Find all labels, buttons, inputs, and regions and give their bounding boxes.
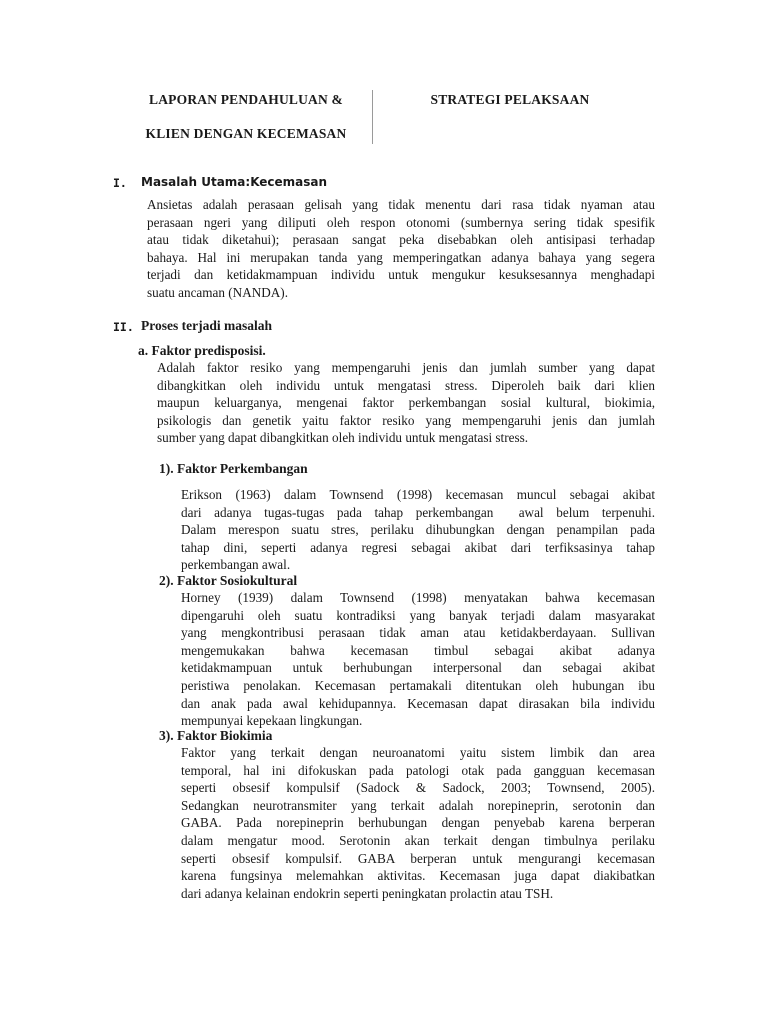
subsection-a-title: a. Faktor predisposisi. <box>138 343 266 358</box>
section-2-title: Proses terjadi masalah <box>141 318 272 333</box>
section-1-title: Masalah Utama:Kecemasan <box>141 175 328 189</box>
title-right: STRATEGI PELAKSAAN <box>430 92 590 107</box>
paragraph-line: atau tidak diketahui); perasaan sangat peka disebabkan oleh antisipasi terhadap <box>147 232 655 248</box>
paragraph-line: dari adanya kelainan endokrin seperti peningkatan prolactin atau TSH. <box>181 885 554 901</box>
paragraph-line: sumber yang dapat dibangkitkan oleh individu untuk mengatasi stress. <box>157 430 529 446</box>
factor-1-title: 1). Faktor Perkembangan <box>159 461 308 476</box>
factor-2-paragraph <box>181 589 655 730</box>
section-2-number: II. <box>113 320 134 334</box>
factor-3-paragraph <box>181 744 655 902</box>
paragraph-line: dalam mengatur mood. Serotonin akan terkait dengan timbulnya perilaku <box>181 832 655 848</box>
paragraph-line: dan anak pada awal kehidupannya. Kecemasan dapat dirasakan bila individu <box>181 695 655 711</box>
paragraph-line: Dalam merespon suatu stres, perilaku dihubungkan dengan penampilan pada <box>181 522 655 538</box>
paragraph-line: perkembangan awal. <box>181 557 291 573</box>
paragraph-line: GABA. Pada norepineprin berhubungan dengan penyebab karena berperan <box>181 815 655 831</box>
section-1-number: I. <box>113 176 127 190</box>
paragraph-line: Faktor yang terkait dengan neuroanatomi yaitu sistem limbik dan area <box>181 745 655 760</box>
factor-1-paragraph <box>181 486 655 574</box>
paragraph-line: ketidakmampuan untuk berhubungan interpersonal dan sebagai akibat <box>181 660 655 676</box>
factor-2-title: 2). Faktor Sosiokultural <box>159 573 298 588</box>
section-1-paragraph <box>147 196 655 302</box>
paragraph-line: Sedangkan neurotransmiter yang terkait adalah norepineprin, serotonin dan <box>181 797 655 813</box>
subsection-a-paragraph <box>157 359 655 447</box>
paragraph-line: seperti obsesif kompulsif. GABA berperan untuk mengurangi kecemasan <box>181 850 655 866</box>
paragraph-line: mengemukakan bahwa kecemasan timbul sebagai akibat adanya <box>181 642 655 658</box>
section-1-heading <box>113 175 513 193</box>
paragraph-line: tahap dini, seperti adanya regresi sebagai akibat dari terfiksasinya tahap <box>181 539 655 555</box>
paragraph-line: peristiwa penolakan. Kecemasan pertamakali ditentukan oleh hubungan ibu <box>181 677 655 693</box>
paragraph-line: maupun keluarganya, mengenai faktor perkembangan sosial kultural, biokimia, <box>157 395 655 411</box>
paragraph-line: temporal, hal ini difokuskan pada patologi otak pada gangguan kecemasan <box>181 762 655 778</box>
paragraph-line: dibangkitkan oleh individu untuk mengatasi stress. Diperoleh baik dari klien <box>157 377 655 393</box>
section-2-heading <box>113 318 513 336</box>
title-left-line2: KLIEN DENGAN KECEMASAN <box>145 126 347 141</box>
paragraph-line: seperti obsesif kompulsif (Sadock & Sadock, 2003; Townsend, 2005). <box>181 780 655 796</box>
paragraph-line: mempunyai kepekaan lingkungan. <box>181 713 363 729</box>
title-left-line1: LAPORAN PENDAHULUAN & <box>149 92 343 107</box>
paragraph-line: dipengaruhi oleh suatu kontradiksi yang banyak terjadi dalam masyarakat <box>181 607 655 623</box>
paragraph-line: Ansietas adalah perasaan gelisah yang tidak menentu dari rasa tidak nyaman atau <box>147 197 655 212</box>
paragraph-line: psikologis dan genetik yaitu faktor resiko yang mempengaruhi jenis dan jumlah <box>157 412 655 428</box>
paragraph-line: dari adanya tugas-tugas pada tahap perkembangan awal belum terpenuhi. <box>181 504 655 520</box>
paragraph-line: bahaya. Hal ini merupakan tanda yang memperingatkan adanya bahaya yang segera <box>147 249 655 265</box>
paragraph-line: yang mengkontribusi perasaan tidak aman atau ketidakberdayaan. Sullivan <box>181 625 655 641</box>
paragraph-line: karena fungsinya melemahkan aktivitas. Kecemasan juga dapat diakibatkan <box>181 868 655 884</box>
paragraph-line: terjadi dan ketidakmampuan individu untuk mengukur kesuksesannya menghadapi <box>147 267 655 283</box>
paragraph-line: perasaan ngeri yang diliputi oleh respon otonomi (sumbernya sering tidak spesifik <box>147 214 655 230</box>
paragraph-line: suatu ancaman (NANDA). <box>147 284 288 300</box>
paragraph-line: Horney (1939) dalam Townsend (1998) menyatakan bahwa kecemasan <box>181 590 655 605</box>
factor-3-title: 3). Faktor Biokimia <box>159 728 273 743</box>
header-divider <box>372 90 373 144</box>
paragraph-line: Adalah faktor resiko yang mempengaruhi jenis dan jumlah sumber yang dapat <box>157 360 655 375</box>
paragraph-line: Erikson (1963) dalam Townsend (1998) kecemasan muncul sebagai akibat <box>181 487 655 502</box>
